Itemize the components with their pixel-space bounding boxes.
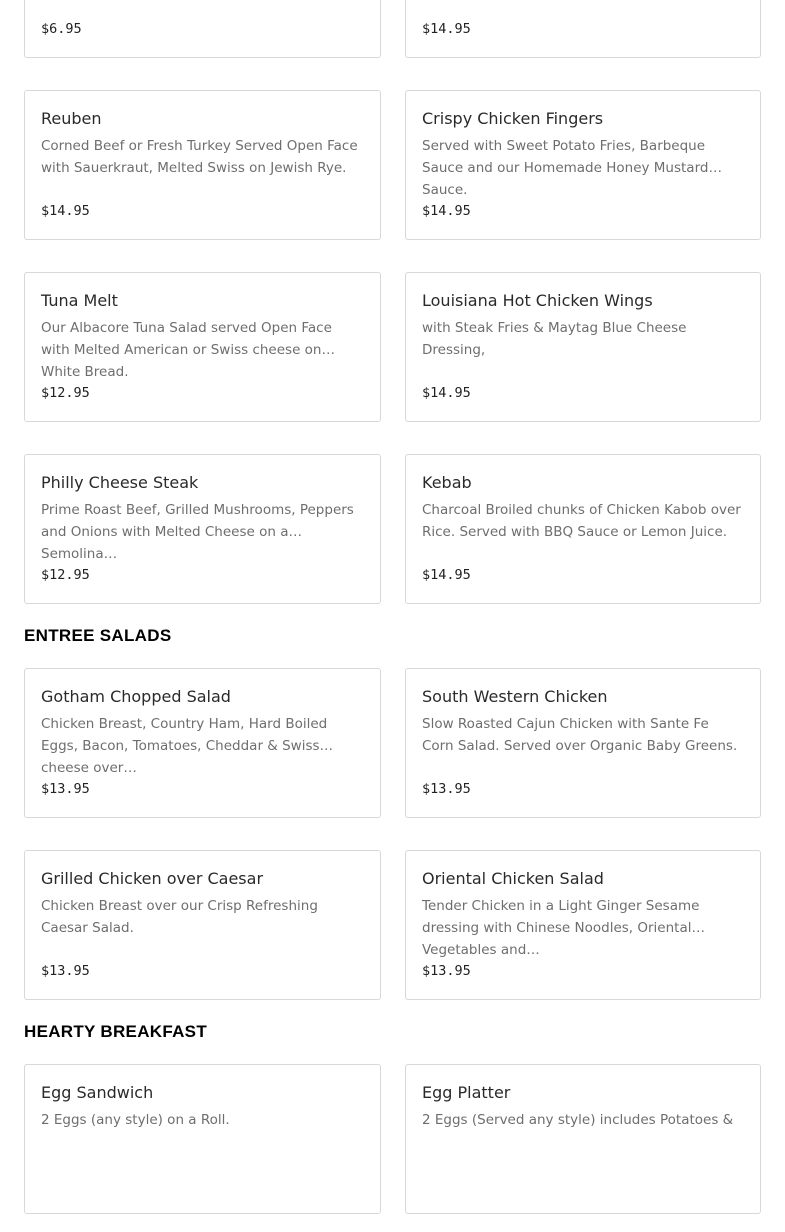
menu-item-price: $14.95 [422,567,471,583]
menu-item-name: Kebab [422,473,472,492]
menu-item-price: $12.95 [41,385,90,401]
menu-item-card[interactable] [405,0,761,58]
menu-item-name: Philly Cheese Steak [41,473,199,492]
menu-item-card[interactable] [24,850,381,1000]
menu-item-price: $14.95 [41,203,90,219]
menu-list [24,0,761,1232]
menu-item-name: Tuna Melt [41,291,118,310]
menu-item-price: $14.95 [422,385,471,401]
menu-item-price: $14.95 [422,21,471,37]
menu-grid [24,0,761,604]
menu-item-name: Egg Platter [422,1083,511,1102]
menu-item-name: Oriental Chicken Salad [422,869,604,888]
menu-item-card[interactable] [405,90,761,240]
menu-item-description: Charcoal Broiled chunks of Chicken Kabob over Rice. Served with BBQ Sauce or Lemon Juice. [422,502,741,540]
menu-item-description: Chicken Breast, Country Ham, Hard Boiled Eggs, Bacon, Tomatoes, Cheddar & Swiss cheese over… [41,716,328,776]
menu-item-name: Reuben [41,109,102,128]
menu-item-card[interactable] [24,668,381,818]
menu-item-name: Egg Sandwich [41,1083,154,1102]
menu-item-card[interactable] [24,90,381,240]
menu-item-name: South Western Chicken [422,687,608,706]
menu-item-description: 2 Eggs (any style) on a Roll. [41,1112,230,1128]
menu-item-card[interactable] [24,272,381,422]
menu-item-price: $13.95 [422,963,471,979]
menu-item-description: Prime Roast Beef, Grilled Mushrooms, Peppers and Onions with Melted Cheese on a Semolina… [41,502,354,562]
menu-item-name: Gotham Chopped Salad [41,687,231,706]
menu-item-description: Chicken Breast over our Crisp Refreshing Caesar Salad. [41,898,318,936]
menu-item-card[interactable] [24,454,381,604]
menu-item-name: Louisiana Hot Chicken Wings [422,291,653,310]
menu-grid [24,668,761,1000]
menu-item-description: Tender Chicken in a Light Ginger Sesame dressing with Chinese Noodles, Oriental Vegetables and… [422,898,700,958]
menu-item-description: Our Albacore Tuna Salad served Open Face with Melted American or Swiss cheese on White Bread. [41,320,332,380]
menu-item-description: Served with Sweet Potato Fries, Barbeque Sauce and our Homemade Honey Mustard Sauce. [422,138,709,198]
menu-item-description: Slow Roasted Cajun Chicken with Sante Fe Corn Salad. Served over Organic Baby Greens. [422,716,738,754]
menu-item-card[interactable] [24,0,381,58]
menu-item-price: $13.95 [422,781,471,797]
menu-item-card[interactable] [405,668,761,818]
section-title: HEARTY BREAKFAST [24,1022,208,1041]
menu-item-price: $6.95 [41,21,82,37]
menu-item-price: $13.95 [41,781,90,797]
menu-item-description: with Steak Fries & Maytag Blue Cheese Dressing, [422,320,687,358]
menu-item-description: 2 Eggs (Served any style) includes Potatoes & [422,1112,734,1128]
menu-item-name: Crispy Chicken Fingers [422,109,604,128]
menu-grid [24,1064,761,1214]
menu-item-card[interactable] [405,272,761,422]
menu-item-name: Grilled Chicken over Caesar [41,869,264,888]
menu-item-price: $12.95 [41,567,90,583]
menu-item-price: $14.95 [422,203,471,219]
menu-item-card[interactable] [405,1064,761,1214]
menu-item-description: Corned Beef or Fresh Turkey Served Open Face with Sauerkraut, Melted Swiss on Jewish Rye. [41,138,358,176]
menu-item-card[interactable] [405,850,761,1000]
menu-item-card[interactable] [405,454,761,604]
menu-item-price: $13.95 [41,963,90,979]
section-title: ENTREE SALADS [24,626,172,645]
menu-item-card[interactable] [24,1064,381,1214]
